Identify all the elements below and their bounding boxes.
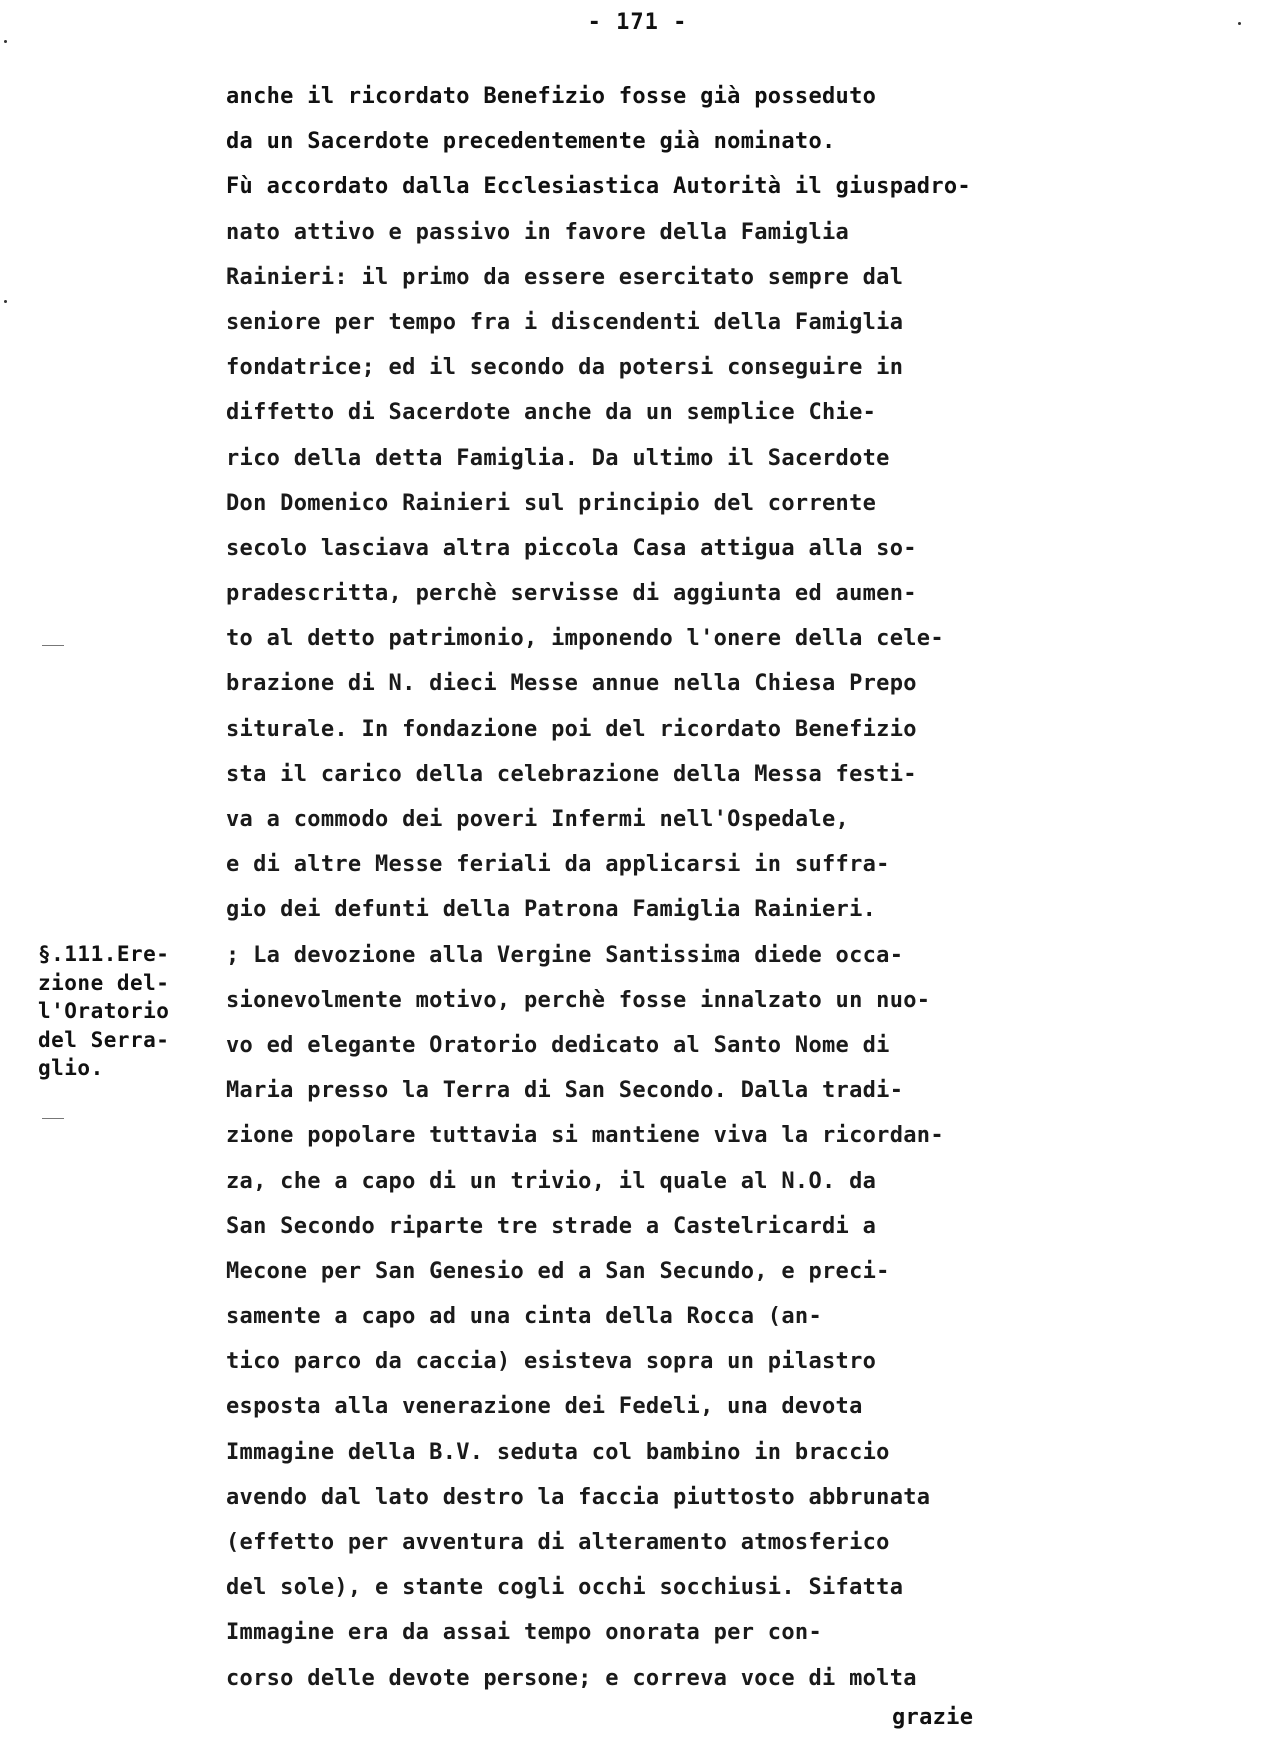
text-line: esposta alla venerazione dei Fedeli, una devota [226,1394,863,1420]
text-line: va a commodo dei poveri Infermi nell'Ospedale, [226,807,850,832]
text-line: za, che a capo di un trivio, il quale al N.O. da [226,1168,877,1194]
catchword: grazie [892,1705,974,1730]
text-line: fondatrice; ed il secondo da potersi conseguire in [226,355,904,381]
text-line: Fù accordato dalla Ecclesiastica Autorità il giuspadro- [226,174,971,200]
page-number: - 171 - [587,10,688,35]
edge-mark [4,40,7,43]
text-line: rico della detta Famiglia. Da ultimo il Sacerdote [226,445,890,471]
text-line: zione popolare tuttavia si mantiene viva la ricordan- [226,1123,944,1149]
text-line: to al detto patrimonio, imponendo l'onere della cele- [226,626,944,652]
text-line: secolo lasciava altra piccola Casa attigua alla so- [226,535,917,561]
text-line: Don Domenico Rainieri sul principio del corrente [226,490,877,516]
text-line: ; La devozione alla Vergine Santissima diede occa- [226,942,904,968]
text-line: sta il carico della celebrazione della Messa festi- [226,761,917,787]
margin-note-line: del Serra- [38,1027,170,1052]
margin-note-line: zione del- [38,970,170,995]
text-line: Maria presso la Terra di San Secondo. Dalla tradi- [226,1078,904,1104]
text-line: seniore per tempo fra i discendenti della Famiglia [226,309,904,335]
text-line: sionevolmente motivo, perchè fosse innalzato un nuo- [226,987,931,1013]
text-line: e di altre Messe feriali da applicarsi in suffra- [226,852,890,878]
text-line: da un Sacerdote precedentemente già nominato. [226,129,836,155]
text-line: del sole), e stante cogli occhi socchiusi. Sifatta [226,1575,904,1601]
margin-note-line: §.111.Ere- [38,942,170,966]
text-line: samente a capo ad una cinta della Rocca (an- [226,1304,822,1330]
text-line: San Secondo riparte tre strade a Castelricardi a [226,1213,877,1239]
text-line: avendo dal lato destro la faccia piuttosto abbrunata [226,1484,931,1510]
edge-mark [1238,22,1241,25]
text-line: anche il ricordato Benefizio fosse già posseduto [226,84,877,109]
margin-note-line: l'Oratorio [38,999,170,1023]
text-line: tico parco da caccia) esisteva sopra un pilastro [226,1349,877,1375]
edge-mark [4,300,7,303]
text-line: Immagine era da assai tempo onorata per con- [226,1620,822,1646]
text-line: Immagine della B.V. seduta col bambino in braccio [226,1439,890,1465]
text-line: Rainieri: il primo da essere esercitato sempre dal [226,264,904,290]
body-text [226,74,1256,1701]
text-line: corso delle devote persone; e correva voce di molta [226,1665,917,1691]
margin-note-line: glio. [38,1056,104,1080]
text-line: vo ed elegante Oratorio dedicato al Santo Nome di [226,1032,890,1058]
text-line: siturale. In fondazione poi del ricordato Benefizio [226,716,917,742]
margin-tick [42,645,64,646]
text-line: Mecone per San Genesio ed a San Secundo, e preci- [226,1258,890,1284]
text-line: (effetto per avventura di alteramento atmosferico [226,1530,890,1555]
text-line: brazione di N. dieci Messe annue nella Chiesa Prepo [226,671,917,697]
text-line: diffetto di Sacerdote anche da un semplice Chie- [226,400,877,426]
text-line: nato attivo e passivo in favore della Famiglia [226,219,850,245]
margin-tick [42,1118,64,1119]
margin-note [38,940,208,1083]
text-line: pradescritta, perchè servisse di aggiunta ed aumen- [226,581,917,607]
text-line: gio dei defunti della Patrona Famiglia Rainieri. [226,897,877,923]
